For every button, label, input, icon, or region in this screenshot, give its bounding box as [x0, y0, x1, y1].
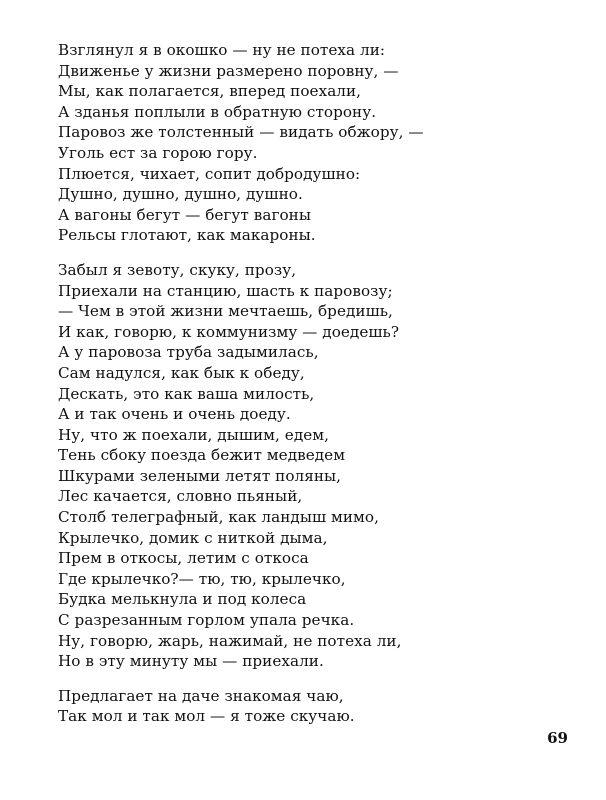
poem-line: Прем в откосы, летим с откоса: [58, 549, 309, 568]
poem-line: Приехали на станцию, шасть к паровозу;: [58, 281, 393, 300]
poem-line: Душно, душно, душно, душно.: [58, 185, 303, 204]
poem-line: Рельсы глотают, как макароны.: [58, 226, 316, 245]
poem-line: Уголь ест за горою гору.: [58, 143, 258, 162]
poem-line: Взглянул я в окошко — ну не потеха ли:: [58, 41, 386, 59]
poem-line: Движенье у жизни размерено поровну, —: [58, 61, 399, 80]
page-number: 69: [547, 729, 568, 747]
poem-text: [58, 40, 538, 741]
poem-line: Дескать, это как ваша милость,: [58, 384, 315, 403]
poem-line: Тень сбоку поезда бежит медведем: [58, 446, 346, 465]
poem-line: Предлагает на даче знакомая чаю,: [58, 686, 344, 705]
poem-line: Где крылечко?— тю, тю, крылечко,: [58, 569, 346, 588]
stanza-2: [58, 260, 538, 672]
poem-line: Столб телеграфный, как ландыш мимо,: [58, 508, 379, 527]
poem-line: Сам надулся, как бык к обеду,: [58, 363, 305, 382]
poem-line: И как, говорю, к коммунизму — доедешь?: [58, 322, 400, 341]
poem-line: — Чем в этой жизни мечтаешь, бредишь,: [58, 302, 393, 321]
poem-line: Но в эту минуту мы — приехали.: [58, 652, 324, 671]
poem-line: Ну, говорю, жарь, нажимай, не потеха ли,: [58, 631, 402, 650]
poem-line: Будка мелькнула и под колеса: [58, 590, 307, 609]
stanza-3: [58, 686, 538, 727]
stanza-1: [58, 40, 538, 246]
poem-line: А зданья поплыли в обратную сторону.: [58, 102, 377, 121]
poem-line: А и так очень и очень доеду.: [58, 405, 291, 424]
poem-line: Шкурами зелеными летят поляны,: [58, 466, 342, 485]
poem-line: Паровоз же толстенный — видать обжору, —: [58, 123, 424, 142]
poem-line: С разрезанным горлом упала речка.: [58, 611, 355, 630]
poem-line: Лес качается, словно пьяный,: [58, 487, 303, 506]
poem-line: Так мол и так мол — я тоже скучаю.: [58, 707, 355, 726]
poem-line: Крылечко, домик с ниткой дыма,: [58, 528, 328, 547]
poem-line: А у паровоза труба задымилась,: [58, 343, 319, 362]
poem-line: Плюется, чихает, сопит добродушно:: [58, 164, 361, 183]
poem-line: Ну, что ж поехали, дышим, едем,: [58, 425, 330, 444]
poem-line: А вагоны бегут — бегут вагоны: [58, 205, 311, 224]
poem-line: Мы, как полагается, вперед поехали,: [58, 82, 362, 101]
poem-line: Забыл я зевоту, скуку, прозу,: [58, 260, 297, 279]
